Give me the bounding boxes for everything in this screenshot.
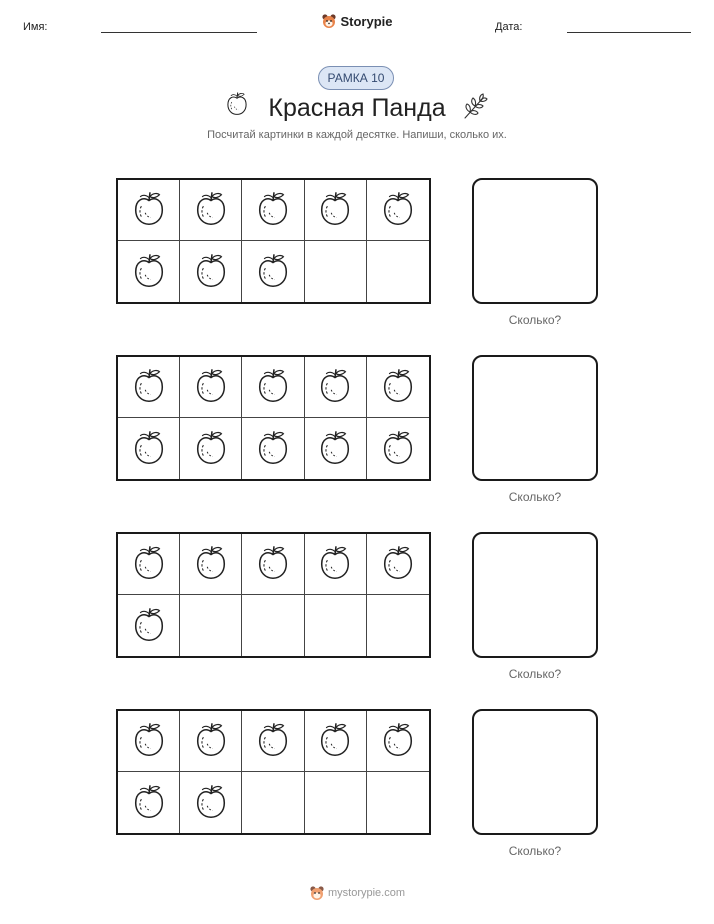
ten-frame-cell (367, 534, 429, 595)
how-many-label: Сколько? (508, 313, 562, 327)
frame-badge: РАМКА 10 (318, 66, 394, 90)
apple-icon (316, 720, 354, 760)
panda-logo-icon (309, 885, 325, 901)
ten-frame-cell (180, 180, 242, 241)
ten-frame-cell (118, 534, 180, 595)
ten-frame-cell (242, 357, 304, 418)
apple-icon (379, 189, 417, 229)
instructions: Посчитай картинки в каждой десятке. Напиши, сколько их. (207, 129, 507, 141)
apple-icon (316, 543, 354, 583)
apple-icon (130, 428, 168, 468)
apple-icon (192, 782, 230, 822)
apple-icon (192, 366, 230, 406)
apple-icon (379, 720, 417, 760)
ten-frame-cell (242, 418, 304, 479)
apple-icon (316, 428, 354, 468)
ten-frame-cell (180, 595, 242, 656)
ten-frame (116, 709, 431, 835)
ten-frame-cell (305, 711, 367, 772)
apple-icon (130, 782, 168, 822)
how-many-label: Сколько? (508, 844, 562, 858)
ten-frame-cell (305, 772, 367, 833)
apple-icon (192, 428, 230, 468)
ten-frame-cell (305, 241, 367, 302)
apple-icon (192, 251, 230, 291)
apple-icon (130, 543, 168, 583)
ten-frame-cell (242, 534, 304, 595)
apple-icon (254, 428, 292, 468)
ten-frame-cell (118, 180, 180, 241)
leaf-branch-icon (461, 92, 491, 122)
ten-frame-cell (180, 241, 242, 302)
ten-frame-cell (367, 595, 429, 656)
ten-frame-cell (367, 241, 429, 302)
ten-frame-cell (367, 357, 429, 418)
apple-icon (254, 543, 292, 583)
apple-icon (130, 720, 168, 760)
ten-frame-cell (242, 241, 304, 302)
answer-box[interactable] (472, 355, 598, 481)
apple-icon (254, 366, 292, 406)
name-label: Имя: (23, 21, 48, 33)
ten-frame-cell (242, 180, 304, 241)
answer-box[interactable] (472, 532, 598, 658)
ten-frame-cell (118, 711, 180, 772)
footer-site: mystorypie.com (327, 887, 406, 899)
ten-frame-cell (118, 241, 180, 302)
ten-frame (116, 532, 431, 658)
ten-frame-cell (242, 772, 304, 833)
how-many-label: Сколько? (508, 490, 562, 504)
ten-frame-cell (367, 711, 429, 772)
apple-icon (192, 543, 230, 583)
page-title: Красная Панда (268, 94, 446, 122)
ten-frame-cell (118, 357, 180, 418)
ten-frame-cell (180, 772, 242, 833)
date-label: Дата: (495, 21, 523, 33)
apple-icon (130, 251, 168, 291)
name-line[interactable] (101, 32, 257, 33)
apple-icon (254, 251, 292, 291)
answer-box[interactable] (472, 709, 598, 835)
apple-icon (316, 366, 354, 406)
ten-frame (116, 355, 431, 481)
ten-frame-cell (118, 595, 180, 656)
ten-frame-cell (305, 418, 367, 479)
ten-frame-cell (305, 357, 367, 418)
ten-frame-cell (180, 711, 242, 772)
apple-icon (254, 720, 292, 760)
ten-frame-cell (242, 595, 304, 656)
brand (0, 13, 714, 29)
ten-frame-cell (305, 534, 367, 595)
apple-icon (379, 428, 417, 468)
ten-frame-cell (180, 418, 242, 479)
ten-frame (116, 178, 431, 304)
ten-frame-cell (242, 711, 304, 772)
ten-frame-cell (180, 534, 242, 595)
apple-icon (316, 189, 354, 229)
apple-icon (379, 543, 417, 583)
ten-frame-cell (367, 180, 429, 241)
date-line[interactable] (567, 32, 691, 33)
apple-icon (130, 189, 168, 229)
footer (0, 885, 714, 901)
apple-icon (192, 720, 230, 760)
ten-frame-cell (367, 772, 429, 833)
ten-frame-cell (305, 595, 367, 656)
apple-icon (130, 605, 168, 645)
apple-icon (130, 366, 168, 406)
apple-icon (254, 189, 292, 229)
panda-logo-icon (321, 13, 337, 29)
brand-name: Storypie (340, 13, 393, 29)
ten-frame-cell (180, 357, 242, 418)
answer-box[interactable] (472, 178, 598, 304)
apple-icon (192, 189, 230, 229)
ten-frame-cell (367, 418, 429, 479)
ten-frame-cell (118, 772, 180, 833)
apple-icon (379, 366, 417, 406)
ten-frame-cell (305, 180, 367, 241)
how-many-label: Сколько? (508, 667, 562, 681)
ten-frame-cell (118, 418, 180, 479)
